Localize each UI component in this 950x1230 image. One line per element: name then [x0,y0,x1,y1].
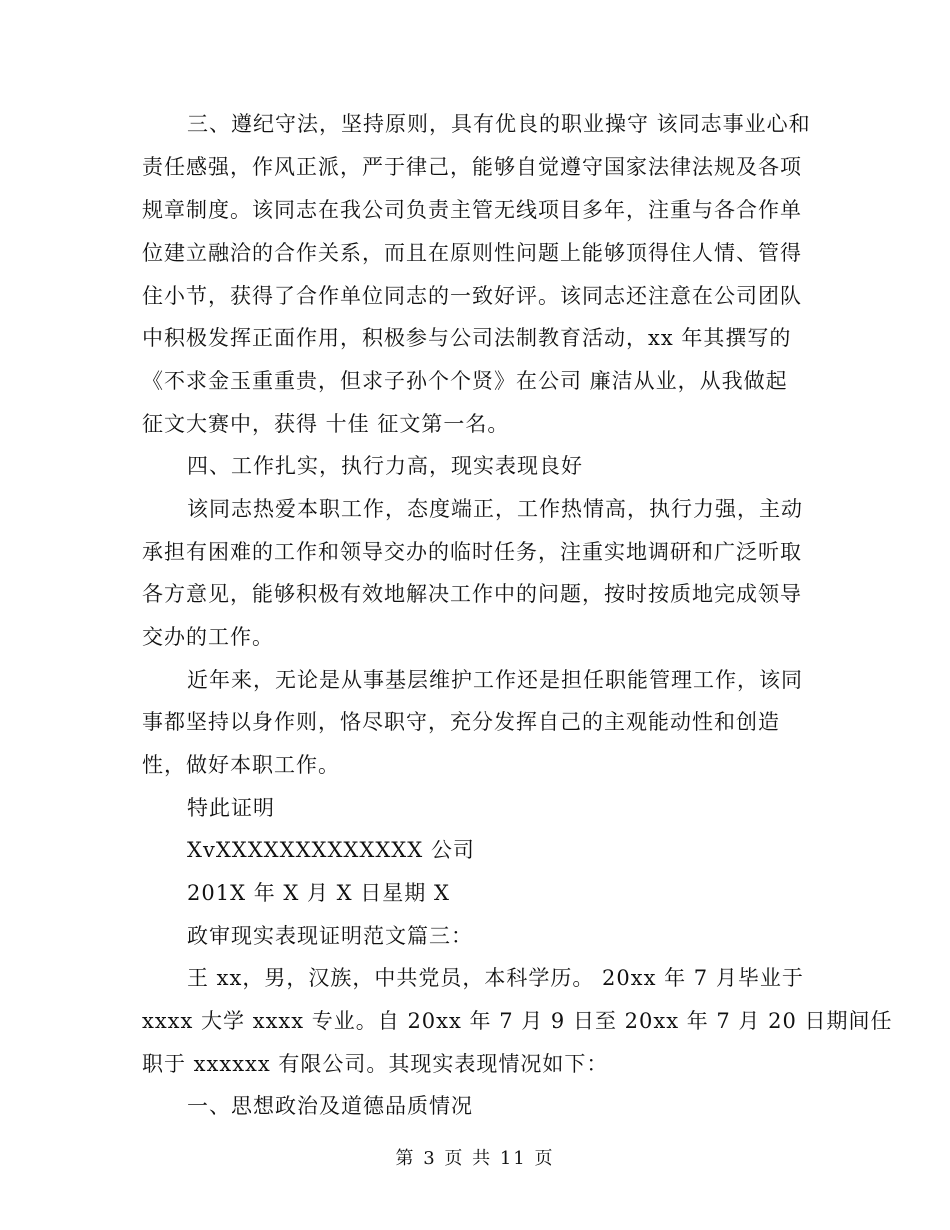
paragraph-line: 该同志热爱本职工作，态度端正，工作热情高，执行力强，主动 [187,497,803,521]
closing-statement: 特此证明 [187,796,275,820]
paragraph-line: 《不求金玉重重贵，但求子孙个个贤》在公司 廉洁从业，从我做起 [142,369,788,393]
paragraph-line: 住小节，获得了合作单位同志的一致好评。该同志还注意在公司团队 [142,284,802,308]
paragraph-line: xxxx 大学 xxxx 专业。自 20xx 年 7 月 9 日至 20xx 年 7 月 20 日期间任 [142,1009,893,1033]
paragraph-line: 王 xx，男，汉族，中共党员，本科学历。 20xx 年 7 月毕业于 [187,966,804,990]
paragraph-line: 责任感强，作风正派，严于律己，能够自觉遵守国家法律法规及各项 [142,155,802,179]
paragraph-line: 各方意见，能够积极有效地解决工作中的问题，按时按质地完成领导 [142,582,802,606]
section-heading: 四、工作扎实，执行力高，现实表现良好 [187,454,583,478]
paragraph-line: 交办的工作。 [142,625,274,649]
page-number: 第 3 页 共 11 页 [395,1148,555,1169]
paragraph-line: 性，做好本职工作。 [142,753,340,777]
article-title: 政审现实表现证明范文篇三： [187,924,473,948]
paragraph-line: 规章制度。该同志在我公司负责主管无线项目多年，注重与各合作单 [142,198,802,222]
paragraph-line: 征文大赛中，获得 十佳 征文第一名。 [142,412,510,436]
paragraph-line: 中积极发挥正面作用，积极参与公司法制教育活动，xx 年其撰写的 [142,326,792,350]
paragraph-line: 承担有困难的工作和领导交办的临时任务，注重实地调研和广泛听取 [142,540,802,564]
signature-date: 201X 年 X 月 X 日星期 X [187,881,450,905]
paragraph-line: 三、遵纪守法，坚持原则，具有优良的职业操守 该同志事业心和 [187,112,811,136]
company-signature: XvXXXXXXXXXXXXX 公司 [187,838,475,862]
paragraph-line: 职于 xxxxxx 有限公司。其现实表现情况如下： [142,1052,609,1076]
paragraph-line: 近年来，无论是从事基层维护工作还是担任职能管理工作，该同 [187,668,803,692]
section-heading: 一、思想政治及道德品质情况 [187,1094,473,1118]
paragraph-line: 位建立融洽的合作关系，而且在原则性问题上能够顶得住人情、管得 [142,241,802,265]
paragraph-line: 事都坚持以身作则，恪尽职守，充分发挥自己的主观能动性和创造 [142,710,780,734]
